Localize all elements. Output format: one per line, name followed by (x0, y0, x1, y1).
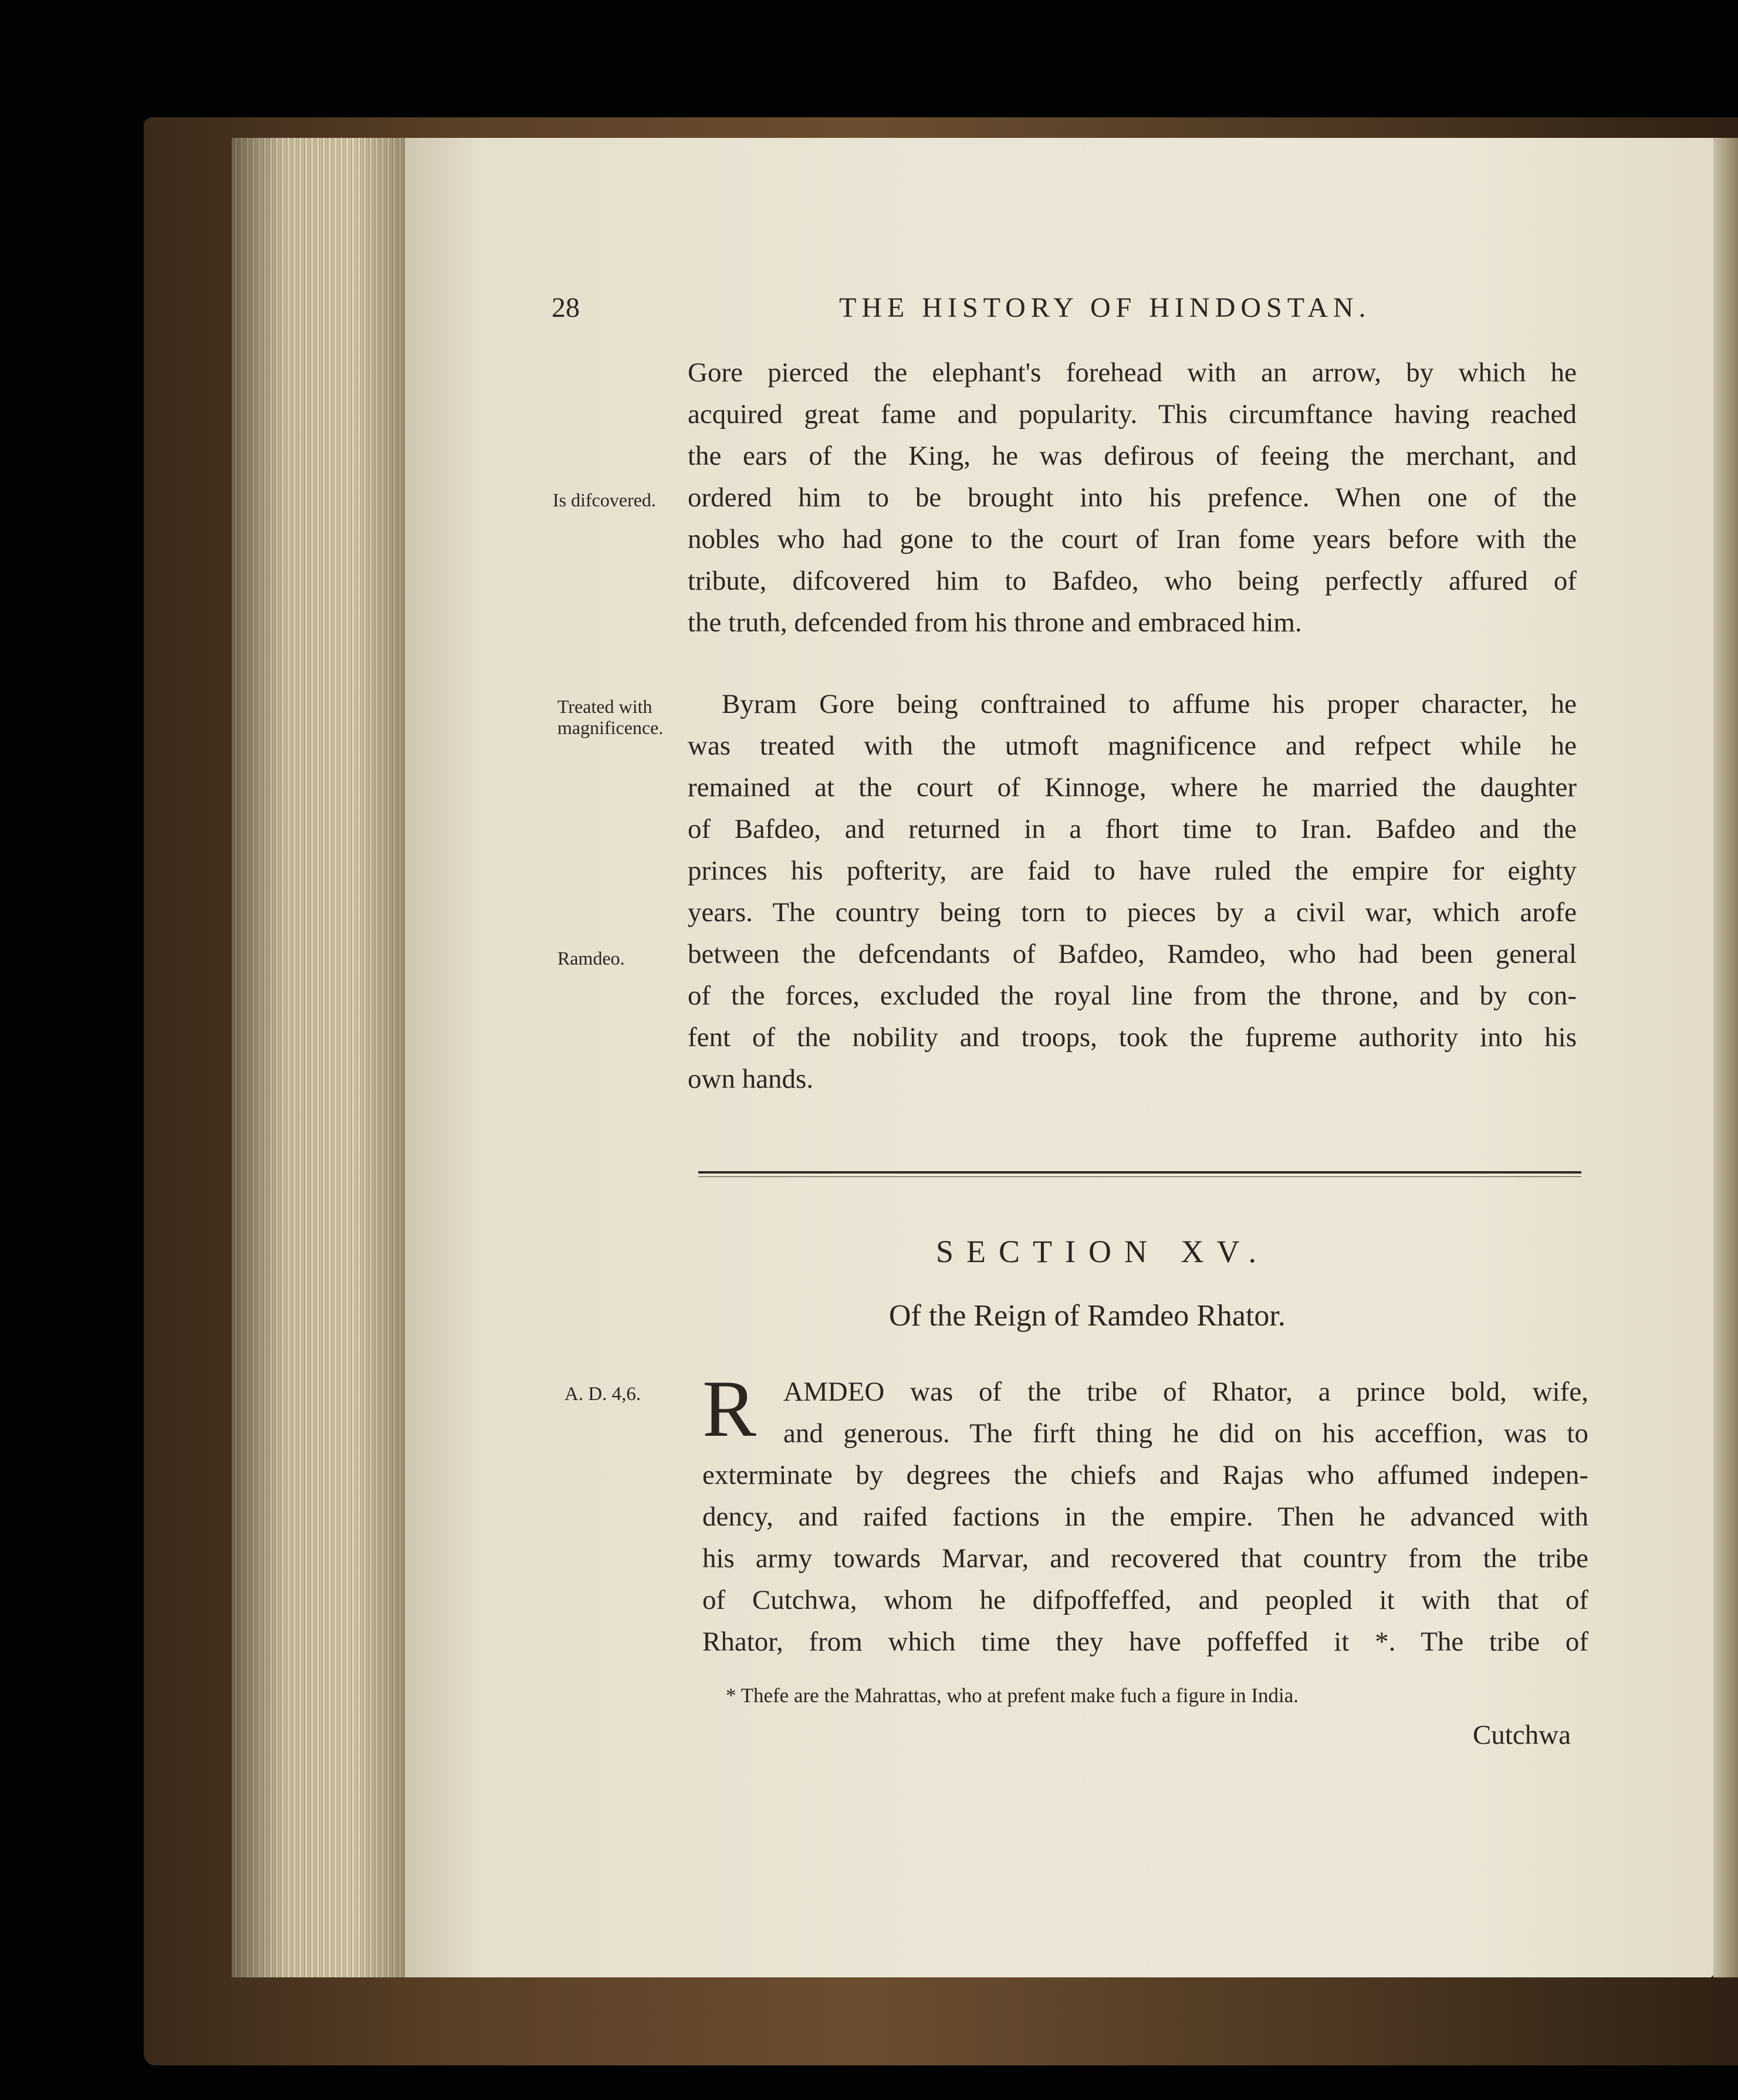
footnote: * Thefe are the Mahrattas, who at prefent make fuch a figure in India. (726, 1684, 1299, 1707)
text-line: own hands. (688, 1064, 814, 1094)
text-line: ordered him to be brought into his prefence. When one of the (688, 482, 1577, 513)
text-line: and generous. The firft thing he did on his acceffion, was to (783, 1418, 1588, 1449)
text-line: years. The country being torn to pieces by a civil war, which arofe (688, 897, 1577, 928)
side-note-line: magnificence. (557, 717, 664, 738)
catchword: Cutchwa (1473, 1720, 1571, 1750)
text-line: nobles who had gone to the court of Iran fome years before with the (688, 524, 1577, 554)
text-line: AMDEO was of the tribe of Rhator, a prince bold, wife, (783, 1377, 1588, 1407)
running-title: THE HISTORY OF HINDOSTAN. (839, 292, 1371, 323)
text-line: between the defcendants of Bafdeo, Ramdeo, who had been general (688, 939, 1577, 969)
section-heading: SECTION XV. (936, 1234, 1270, 1269)
text-line: princes his pofterity, are faid to have ruled the empire for eighty (688, 855, 1577, 886)
text-line: of the forces, excluded the royal line from the throne, and by con- (688, 980, 1577, 1011)
section-subtitle: Of the Reign of Ramdeo Rhator. (889, 1299, 1286, 1333)
paragraph-1 (688, 352, 1577, 644)
text-line: the truth, defcended from his throne and embraced him. (688, 607, 1302, 638)
paragraph-3 (702, 1371, 1588, 1663)
side-note-date: A. D. 4,6. (564, 1384, 641, 1405)
text-line: his army towards Marvar, and recovered that country from the tribe (702, 1543, 1588, 1574)
text-line: exterminate by degrees the chiefs and Rajas who affumed indepen- (702, 1460, 1588, 1490)
text-line: was treated with the utmoft magnificence and refpect while he (688, 731, 1577, 761)
side-note-ramdeo: Ramdeo. (557, 948, 625, 969)
text-line: acquired great fame and popularity. This circumftance having reached (688, 399, 1577, 430)
section-divider (698, 1171, 1581, 1174)
page-number: 28 (552, 292, 580, 323)
text-line: Rhator, from which time they have poffeffed it *. The tribe of (702, 1626, 1588, 1657)
text-line: of Bafdeo, and returned in a fhort time to Iran. Bafdeo and the (688, 814, 1577, 844)
section-divider-thin (698, 1176, 1581, 1177)
side-note-line: Treated with (557, 696, 652, 717)
text-line: dency, and raifed factions in the empire. Then he advanced with (702, 1502, 1588, 1532)
facing-page-edge (1713, 138, 1738, 1977)
page-edges-shadow (232, 138, 408, 1977)
text-line: of Cutchwa, whom he difpoffeffed, and peopled it with that of (702, 1585, 1588, 1615)
text-line: fent of the nobility and troops, took the fupreme authority into his (688, 1022, 1577, 1053)
text-line: tribute, difcovered him to Bafdeo, who being perfectly affured of (688, 566, 1577, 596)
drop-cap: R (702, 1364, 757, 1453)
paragraph-2 (688, 684, 1577, 1100)
text-line: remained at the court of Kinnoge, where he married the daughter (688, 772, 1577, 803)
text-line: the ears of the King, he was defirous of feeing the merchant, and (688, 441, 1577, 471)
side-note-discovered: Is difcovered. (553, 489, 656, 510)
side-note-treated (557, 696, 663, 738)
text-line: Gore pierced the elephant's forehead with an arrow, by which he (688, 357, 1577, 388)
text-line: Byram Gore being conftrained to affume his proper character, he (722, 689, 1577, 719)
